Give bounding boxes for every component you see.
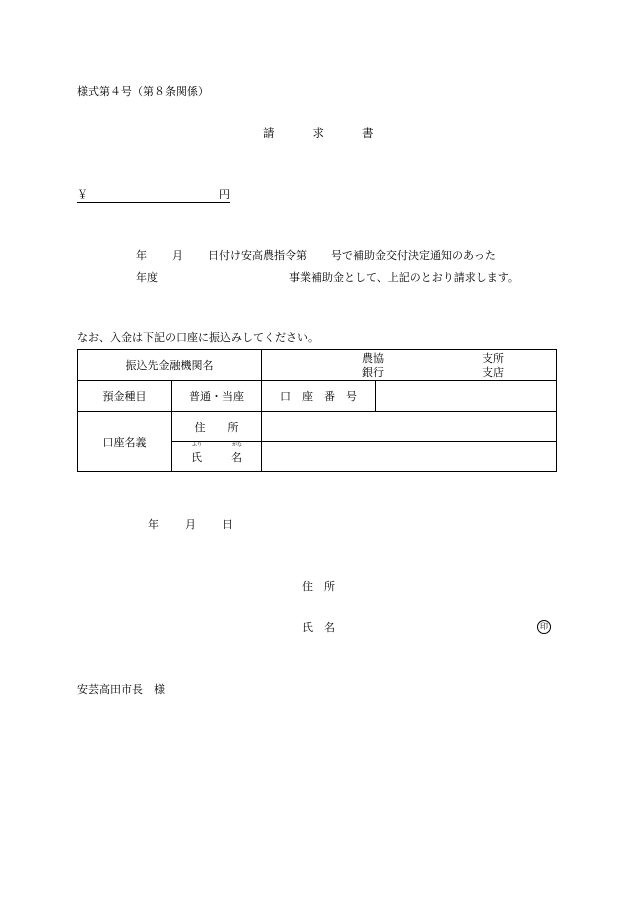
holder-name-field[interactable]	[262, 442, 557, 472]
body-day-and-directive: 日付け安高農指令第	[208, 249, 307, 262]
holder-address-label: 住 所	[194, 420, 239, 434]
amount-field	[77, 189, 230, 203]
account-holder-label: 口座名義	[102, 435, 147, 449]
bank-name-cell[interactable]	[262, 350, 557, 381]
ginko-label: 銀行	[362, 366, 384, 379]
deposit-type-value-cell[interactable]	[172, 381, 262, 412]
account-number-label: 口 座 番 号	[280, 390, 357, 403]
name-label-2: 名	[231, 450, 242, 464]
request-line-1	[136, 250, 496, 261]
document-title	[263, 128, 374, 140]
title-char-3: 書	[362, 126, 374, 140]
holder-name-char-2	[231, 441, 243, 465]
nokyo-label: 農協	[362, 352, 384, 365]
body-request-text: 事業補助金として、上記のとおり請求します。	[289, 271, 519, 284]
payment-note: なお、入金は下記の口座に振込みしてください。	[77, 331, 319, 344]
body-year: 年	[136, 249, 147, 262]
applicant-address-label: 住 所	[302, 580, 335, 593]
addressee: 安芸高田市長 様	[77, 683, 165, 696]
holder-name-label-cell	[172, 442, 262, 472]
holder-name-char-1	[191, 441, 203, 465]
name-label-1: 氏	[191, 450, 202, 464]
furigana-1: ふり	[192, 441, 203, 448]
furigana-2: がな	[232, 441, 243, 448]
shisho-label: 支所	[482, 352, 504, 365]
date-year: 年	[148, 518, 159, 531]
body-fiscal-year: 年度	[136, 271, 158, 284]
shiten-label: 支店	[482, 366, 504, 379]
bank-account-table	[77, 349, 557, 472]
bank-header-cell	[78, 350, 262, 381]
seal-mark: 印	[537, 620, 551, 634]
account-number-field[interactable]	[376, 381, 557, 412]
bank-header-label: 振込先金融機関名	[125, 359, 214, 372]
yen-symbol: ￥	[77, 188, 88, 201]
holder-address-label-cell	[172, 412, 262, 442]
form-number: 様式第４号（第８条関係）	[77, 85, 209, 98]
account-number-label-cell	[262, 381, 376, 412]
date-line	[148, 519, 233, 530]
applicant-name-label: 氏 名	[302, 621, 335, 634]
account-holder-label-cell	[78, 412, 172, 472]
body-notice: 号で補助金交付決定通知のあった	[331, 249, 496, 262]
date-month: 月	[185, 518, 196, 531]
request-line-2	[136, 272, 519, 283]
title-char-2: 求	[312, 126, 324, 140]
date-day: 日	[222, 518, 233, 531]
deposit-type-value: 普通・当座	[189, 390, 244, 403]
deposit-type-label-cell	[78, 381, 172, 412]
title-char-1: 請	[263, 126, 275, 140]
yen-unit: 円	[219, 188, 230, 201]
body-month: 月	[172, 249, 183, 262]
holder-address-field[interactable]	[262, 412, 557, 442]
deposit-type-label: 預金種目	[102, 390, 147, 403]
